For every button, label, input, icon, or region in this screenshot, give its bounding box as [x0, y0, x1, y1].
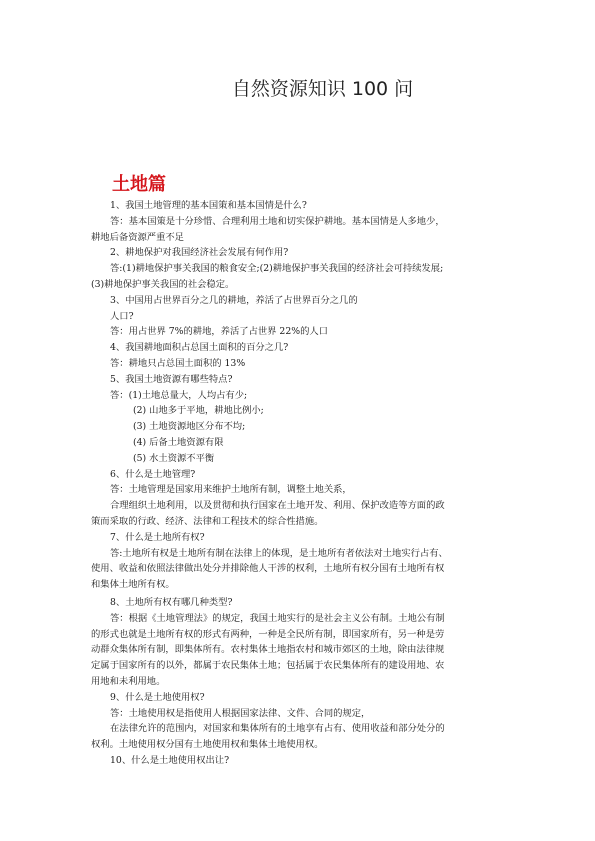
question-line: 10、什么是土地使用权出让? — [110, 754, 230, 766]
list-item: (4) 后备土地资源有限 — [133, 436, 224, 448]
answer-line: (3)耕地保护事关我国的社会稳定。 — [91, 278, 235, 290]
answer-line: 合理组织土地利用，以及贯彻和执行国家在土地开发、利用、保护改造等方面的政 — [110, 500, 445, 512]
answer-line: 定属于国家所有的以外，都属于农民集体土地；包括属于农民集体所有的建设用地、农 — [91, 660, 445, 672]
section-heading: 土地篇 — [112, 174, 166, 195]
question-line: 8、土地所有权有哪几种类型? — [110, 596, 233, 608]
answer-line: 答:(1)耕地保护事关我国的粮食安全;(2)耕地保护事关我国的经济社会可持续发展; — [110, 263, 444, 275]
question-line: 3、中国用占世界百分之几的耕地，养活了占世界百分之几的 — [110, 294, 358, 306]
answer-line: 在法律允许的范围内，对国家和集体所有的土地享有占有、使用收益和部分处分的 — [110, 723, 445, 735]
answer-line: 答：耕地只占总国土面积的 13% — [110, 357, 246, 369]
document-title: 自然资源知识 100 问 — [231, 78, 414, 100]
question-line: 人口? — [110, 310, 134, 322]
answer-line: 耕地后备资源严重不足 — [91, 231, 184, 243]
list-item: (2) 山地多于平地，耕地比例小; — [133, 405, 264, 417]
answer-line: 答：基本国策是十分珍惜、合理利用土地和切实保护耕地。基本国情是人多地少， — [110, 215, 445, 227]
answer-line: 答：用占世界 7%的耕地，养活了占世界 22%的人口 — [110, 326, 328, 338]
answer-line: 动群众集体所有制，即集体所有。农村集体土地指农村和城市郊区的土地，除由法律规 — [91, 644, 445, 656]
question-line: 2、耕地保护对我国经济社会发展有何作用? — [110, 247, 289, 259]
answer-line: 答：土地使用权是指使用人根据国家法律、文件、合同的规定， — [110, 707, 371, 719]
answer-line: 答:土地所有权是土地所有制在法律上的体现，是土地所有者依法对土地实行占有、 — [110, 547, 448, 559]
answer-line: 答：根据《土地管理法》的规定，我国土地实行的是社会主义公有制。土地公有制 — [110, 612, 445, 624]
question-line: 4、我国耕地面积占总国土面积的百分之几? — [110, 342, 289, 354]
question-line: 6、什么是土地管理? — [110, 468, 196, 480]
answer-line: 用地和未利用地。 — [91, 675, 166, 687]
answer-line: 使用、收益和依照法律做出处分并排除他人干涉的权利，土地所有权分国有土地所有权 — [91, 563, 445, 575]
question-line: 1、我国土地管理的基本国策和基本国情是什么? — [110, 200, 307, 211]
list-item: (3) 土地资源地区分布不均; — [133, 421, 246, 433]
answer-line: 答：(1)土地总量大，人均占有少; — [110, 389, 248, 401]
answer-line: 权利。土地使用权分国有土地使用权和集体土地使用权。 — [91, 739, 324, 751]
list-item: (5) 水土资源不平衡 — [133, 452, 215, 464]
answer-line: 的形式也就是土地所有权的形式有两种，一种是全民所有制，即国家所有，另一种是劳 — [91, 628, 445, 640]
question-line: 7、什么是土地所有权? — [110, 531, 205, 543]
answer-line: 答：土地管理是国家用来维护土地所有制，调整土地关系， — [110, 484, 352, 496]
question-line: 5、我国土地资源有哪些特点? — [110, 373, 233, 385]
answer-line: 策而采取的行政、经济、法律和工程技术的综合性措施。 — [91, 515, 324, 527]
document-body — [91, 198, 506, 769]
question-line: 9、什么是土地使用权? — [110, 691, 205, 703]
answer-line: 和集体土地所有权。 — [91, 579, 175, 591]
